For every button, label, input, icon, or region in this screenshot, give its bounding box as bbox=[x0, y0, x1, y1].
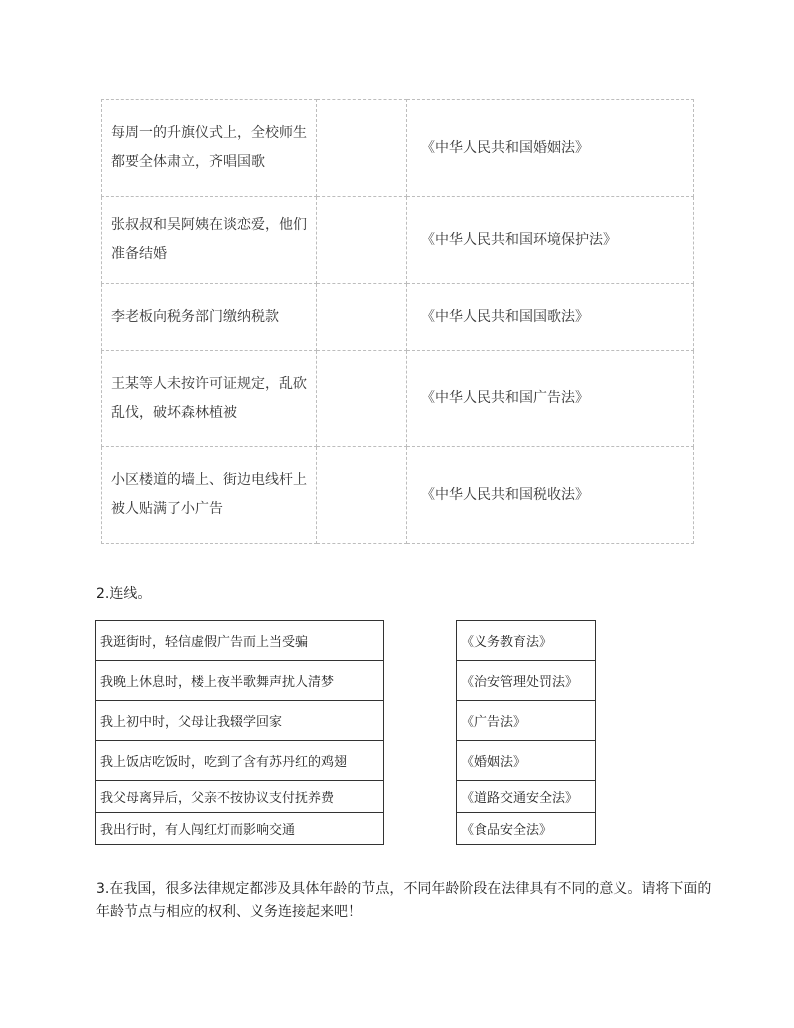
table-row bbox=[102, 100, 694, 197]
list-item bbox=[96, 741, 384, 781]
law-cell: 《中华人民共和国税收法》 bbox=[407, 447, 694, 544]
table-row bbox=[102, 197, 694, 284]
law-cell: 《中华人民共和国广告法》 bbox=[407, 351, 694, 447]
event-cell: 张叔叔和吴阿姨在谈恋爱，他们准备结婚 bbox=[102, 197, 317, 284]
list-item bbox=[457, 781, 596, 813]
blank-cell bbox=[317, 447, 407, 544]
scenario-cell: 我出行时，有人闯红灯而影响交通 bbox=[96, 813, 384, 845]
table-row bbox=[102, 447, 694, 544]
list-item bbox=[457, 661, 596, 701]
blank-cell bbox=[317, 284, 407, 351]
table-row bbox=[102, 284, 694, 351]
blank-cell bbox=[317, 197, 407, 284]
right-list bbox=[456, 620, 596, 845]
section-heading: 2.连线。 bbox=[96, 586, 152, 602]
table-row bbox=[102, 351, 694, 447]
match-table bbox=[101, 99, 694, 544]
law-cell: 《中华人民共和国婚姻法》 bbox=[407, 100, 694, 197]
scenario-cell: 我父母离异后，父亲不按协议支付抚养费 bbox=[96, 781, 384, 813]
list-item bbox=[457, 701, 596, 741]
event-cell: 每周一的升旗仪式上，全校师生都要全体肃立，齐唱国歌 bbox=[102, 100, 317, 197]
law-cell: 《婚姻法》 bbox=[457, 741, 596, 781]
scenario-cell: 我上初中时，父母让我辍学回家 bbox=[96, 701, 384, 741]
list-item bbox=[96, 621, 384, 661]
list-item bbox=[96, 701, 384, 741]
scenario-cell: 我晚上休息时，楼上夜半歌舞声扰人清梦 bbox=[96, 661, 384, 701]
scenario-cell: 我上饭店吃饭时，吃到了含有苏丹红的鸡翅 bbox=[96, 741, 384, 781]
blank-cell bbox=[317, 100, 407, 197]
list-item bbox=[457, 741, 596, 781]
list-item bbox=[96, 661, 384, 701]
law-cell: 《治安管理处罚法》 bbox=[457, 661, 596, 701]
law-cell: 《中华人民共和国环境保护法》 bbox=[407, 197, 694, 284]
event-cell: 王某等人未按许可证规定，乱砍乱伐，破坏森林植被 bbox=[102, 351, 317, 447]
law-cell: 《义务教育法》 bbox=[457, 621, 596, 661]
law-cell: 《广告法》 bbox=[457, 701, 596, 741]
blank-cell bbox=[317, 351, 407, 447]
scenario-cell: 我逛街时，轻信虚假广告而上当受骗 bbox=[96, 621, 384, 661]
law-cell: 《中华人民共和国国歌法》 bbox=[407, 284, 694, 351]
event-cell: 李老板向税务部门缴纳税款 bbox=[102, 284, 317, 351]
list-item bbox=[457, 813, 596, 845]
law-cell: 《道路交通安全法》 bbox=[457, 781, 596, 813]
list-item bbox=[96, 813, 384, 845]
left-list bbox=[95, 620, 384, 845]
question-paragraph: 3.在我国，很多法律规定都涉及具体年龄的节点，不同年龄阶段在法律具有不同的意义。请将下面的年龄节点与相应的权利、义务连接起来吧！ bbox=[96, 881, 712, 920]
list-item bbox=[457, 621, 596, 661]
event-cell: 小区楼道的墙上、街边电线杆上被人贴满了小广告 bbox=[102, 447, 317, 544]
list-item bbox=[96, 781, 384, 813]
law-cell: 《食品安全法》 bbox=[457, 813, 596, 845]
